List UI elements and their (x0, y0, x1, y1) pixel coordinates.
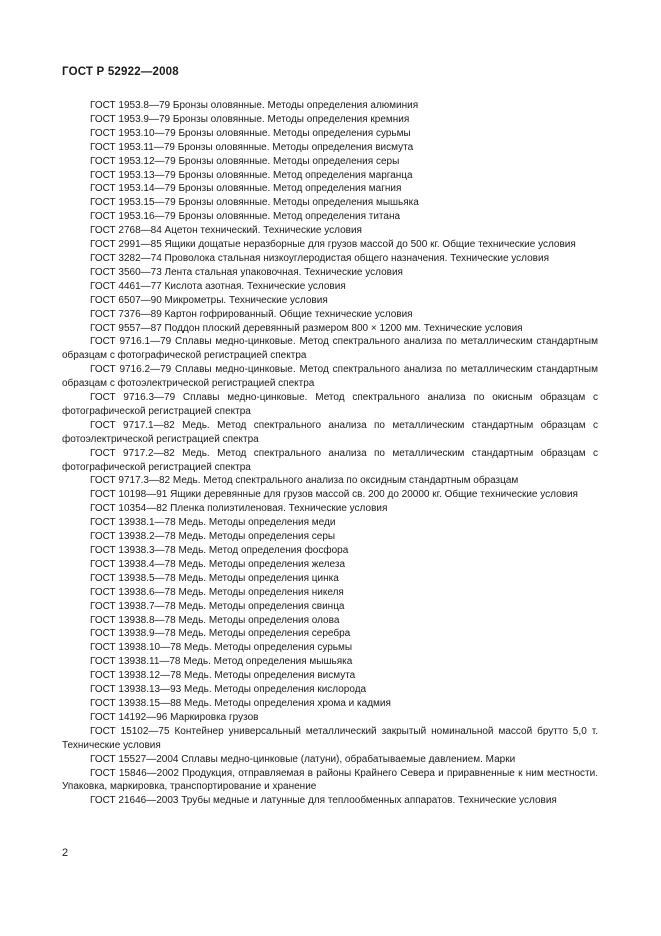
reference-list (62, 99, 598, 808)
reference-item: ГОСТ 13938.8—78 Медь. Методы определения олова (90, 614, 340, 626)
reference-item: ГОСТ 9716.3—79 Сплавы медно-цинковые. Метод спектрального анализа по окисным образцам с фотографической регистрацией спектра (62, 392, 598, 417)
reference-item: ГОСТ 15102—75 Контейнер универсальный металлический закрытый номинальной массой брутто 5,0 т. Технические условия (62, 725, 598, 751)
reference-item: ГОСТ 10354—82 Пленка полиэтиленовая. Технические условия (90, 503, 388, 515)
reference-item: ГОСТ 7376—89 Картон гофрированный. Общие технические условия (90, 308, 413, 320)
reference-item: ГОСТ 13938.11—78 Медь. Метод определения мышьяка (90, 656, 353, 668)
reference-item: ГОСТ 1953.14—79 Бронзы оловянные. Метод определения магния (90, 183, 402, 195)
reference-item: ГОСТ 15846—2002 Продукция, отправляемая в районы Крайнего Севера и приравненные к ним местности. Упаковка, маркировка, транспортирование и хранение (62, 767, 598, 793)
reference-item: ГОСТ 13938.9—78 Медь. Методы определения серебра (90, 628, 351, 640)
reference-item: ГОСТ 1953.12—79 Бронзы оловянные. Методы определения серы (90, 155, 400, 167)
reference-item: ГОСТ 1953.16—79 Бронзы оловянные. Метод определения титана (90, 211, 401, 223)
reference-item: ГОСТ 13938.12—78 Медь. Методы определения висмута (90, 670, 356, 682)
reference-item: ГОСТ 9717.2—82 Медь. Метод спектрального анализа по металлическим стандартным образцам с фотографической регистрацией спектра (62, 447, 598, 473)
reference-item: ГОСТ 2991—85 Ящики дощатые неразборные для грузов массой до 500 кг. Общие технические условия (90, 239, 576, 251)
reference-item: ГОСТ 13938.4—78 Медь. Методы определения железа (90, 558, 346, 570)
reference-item: ГОСТ 9717.1—82 Медь. Метод спектрального анализа по металлическим стандартным образцам с фотоэлектрической регистрацией спектра (62, 419, 598, 445)
document-header: ГОСТ Р 52922—2008 (62, 66, 179, 78)
reference-item: ГОСТ 1953.10—79 Бронзы оловянные. Методы определения сурьмы (90, 127, 411, 139)
reference-item: ГОСТ 13938.3—78 Медь. Метод определения фосфора (90, 545, 349, 556)
reference-item: ГОСТ 3560—73 Лента стальная упаковочная. Технические условия (90, 266, 403, 278)
reference-item: ГОСТ 15527—2004 Сплавы медно-цинковые (латуни), обрабатываемые давлением. Марки (90, 753, 516, 765)
reference-item: ГОСТ 13938.1—78 Медь. Методы определения меди (90, 517, 336, 529)
reference-item: ГОСТ 9716.2—79 Сплавы медно-цинковые. Метод спектрального анализа по металлическим стандартным образцам с фотоэлектрической регистрацией спектра (62, 364, 598, 390)
reference-item: ГОСТ 4461—77 Кислота азотная. Технические условия (90, 280, 346, 292)
reference-item: ГОСТ 1953.13—79 Бронзы оловянные. Метод определения марганца (90, 169, 413, 181)
reference-item: ГОСТ 13938.2—78 Медь. Методы определения серы (90, 531, 336, 543)
reference-item: ГОСТ 13938.6—78 Медь. Методы определения никеля (90, 586, 344, 598)
reference-item: ГОСТ 1953.11—79 Бронзы оловянные. Методы определения висмута (90, 141, 414, 153)
reference-item: ГОСТ 14192—96 Маркировка грузов (90, 711, 259, 723)
reference-item: ГОСТ 1953.8—79 Бронзы оловянные. Методы определения алюминия (90, 100, 419, 111)
reference-item: ГОСТ 1953.9—79 Бронзы оловянные. Методы определения кремния (90, 113, 410, 125)
reference-item: ГОСТ 21646—2003 Трубы медные и латунные для теплообменных аппаратов. Технические условия (90, 795, 557, 807)
reference-item: ГОСТ 6507—90 Микрометры. Технические условия (90, 294, 328, 306)
reference-item: ГОСТ 13938.7—78 Медь. Методы определения свинца (90, 600, 345, 612)
reference-item: ГОСТ 3282—74 Проволока стальная низкоуглеродистая общего назначения. Технические условия (90, 252, 549, 264)
reference-item: ГОСТ 13938.15—88 Медь. Методы определения хрома и кадмия (90, 697, 391, 709)
reference-item: ГОСТ 10198—91 Ящики деревянные для грузов массой св. 200 до 20000 кг. Общие технические условия (90, 489, 578, 501)
reference-item: ГОСТ 2768—84 Ацетон технический. Технические условия (90, 225, 362, 237)
reference-item: ГОСТ 13938.13—93 Медь. Методы определения кислорода (90, 684, 367, 696)
reference-item: ГОСТ 9717.3—82 Медь. Метод спектрального анализа по оксидным стандартным образцам (90, 475, 519, 487)
reference-item: ГОСТ 13938.10—78 Медь. Методы определения сурьмы (90, 642, 353, 654)
reference-item: ГОСТ 9557—87 Поддон плоский деревянный размером 800 × 1200 мм. Технические условия (90, 322, 523, 334)
reference-item: ГОСТ 13938.5—78 Медь. Методы определения цинка (90, 572, 339, 584)
reference-item: ГОСТ 9716.1—79 Сплавы медно-цинковые. Метод спектрального анализа по металлическим стандартным образцам с фотографической регистрацией спектра (62, 336, 598, 362)
page-number: 2 (62, 847, 69, 859)
reference-item: ГОСТ 1953.15—79 Бронзы оловянные. Методы определения мышьяка (90, 197, 419, 209)
